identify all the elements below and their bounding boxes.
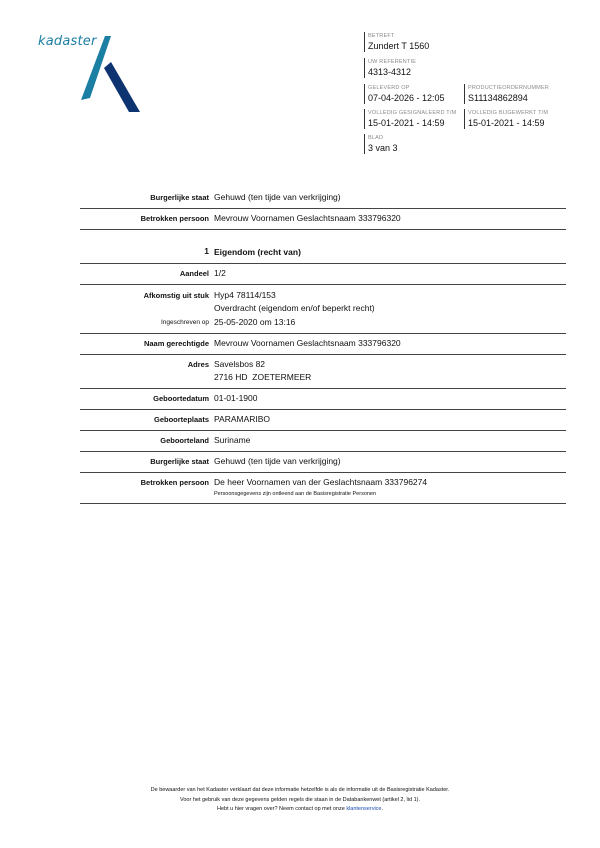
row-value: Mevrouw Voornamen Geslachtsnaam 333796320 (214, 213, 401, 223)
row-label: Betrokken persoon (140, 214, 209, 223)
row-value: Gehuwd (ten tijde van verkrijging) (214, 456, 341, 466)
row-value: De heer Voornamen van der Geslachtsnaam 333796274 Persoonsgegevens zijn ontleend aan de Basisregistratie Personen (214, 477, 428, 497)
meta-uw-referentie: UW REFERENTIE 4313-4312 (364, 58, 463, 78)
row-adres (80, 355, 566, 389)
section-title: Eigendom (recht van) (214, 247, 301, 257)
klantenservice-link[interactable]: klantenservice (346, 806, 382, 812)
source-note: Persoonsgegevens zijn ontleend aan de Basisregistratie Personen (214, 491, 377, 497)
row-number: 1 (204, 246, 209, 256)
footer-line-3: Hebt u hier vragen over? Neem contact op met onze klantenservice. (216, 806, 384, 812)
row-label: Geboorteplaats (153, 415, 209, 424)
row-label: Geboortedatum (153, 394, 209, 403)
row-aandeel (80, 264, 566, 285)
row-value: Suriname (214, 435, 251, 445)
meta-betreft: BETREFT Zundert T 1560 (364, 32, 463, 52)
row-label: Geboorteland (160, 436, 209, 445)
row-burgerlijke-staat (80, 188, 566, 209)
row-burgerlijke-staat-2 (80, 452, 566, 473)
meta-blad: BLAD 3 van 3 (364, 134, 463, 154)
registration-table (80, 188, 566, 504)
row-label: Ingeschreven op (160, 319, 209, 326)
row-label: Burgerlijke staat (150, 193, 209, 202)
row-value: Mevrouw Voornamen Geslachtsnaam 333796320 (214, 338, 401, 348)
row-value: 25-05-2020 om 13:16 (214, 317, 296, 327)
row-eigendom (80, 236, 566, 264)
meta-productieordernummer: PRODUCTIEORDERNUMMER S11134862894 (464, 84, 573, 104)
footer-disclaimer (0, 786, 600, 815)
kadaster-logo-text: kadaster (38, 34, 97, 49)
row-value: Savelsbos 82 2716 HD ZOETERMEER (214, 359, 312, 382)
row-label: Naam gerechtigde (143, 339, 209, 348)
row-label: Betrokken persoon (140, 478, 209, 487)
meta-volledig-bijgewerkt: VOLLEDIG BIJGEWERKT T/M 15-01-2021 - 14:59 (464, 109, 573, 129)
row-naam-gerechtigde (80, 334, 566, 355)
row-label: Afkomstig uit stuk (143, 291, 209, 300)
row-betrokken-persoon-2 (80, 473, 566, 504)
row-afkomstig-uit-stuk (80, 285, 566, 334)
row-value: Hyp4 78114/153 Overdracht (eigendom en/of beperkt recht) (214, 290, 375, 313)
footer-line-1: De bewaarder van het Kadaster verklaart dat deze informatie hetzelfde is als de informatie uit de Basisregistratie Kadaster. (150, 787, 450, 793)
row-label: Adres (187, 360, 209, 369)
row-value: PARAMARIBO (214, 414, 271, 424)
row-geboorteplaats (80, 410, 566, 431)
meta-geleverd-op: GELEVERD OP 07-04-2026 - 12:05 (364, 84, 463, 104)
row-value: 1/2 (214, 268, 226, 278)
footer-line-2: Voor het gebruik van deze gegevens gelden regels die staan in de Databankenwet (artikel 2, lid 1). (179, 796, 420, 803)
row-betrokken-persoon (80, 209, 566, 230)
meta-volledig-gesignaleerd: VOLLEDIG GESIGNALEERD T/M 15-01-2021 - 14:59 (364, 109, 463, 129)
row-value: Gehuwd (ten tijde van verkrijging) (214, 192, 341, 202)
kadaster-logo (38, 34, 148, 116)
row-geboorteland (80, 431, 566, 452)
row-ingeschreven-op (80, 315, 566, 329)
row-label: Aandeel (179, 269, 209, 278)
row-value: 01-01-1900 (214, 393, 258, 403)
row-label: Burgerlijke staat (150, 457, 209, 466)
row-geboortedatum (80, 389, 566, 410)
